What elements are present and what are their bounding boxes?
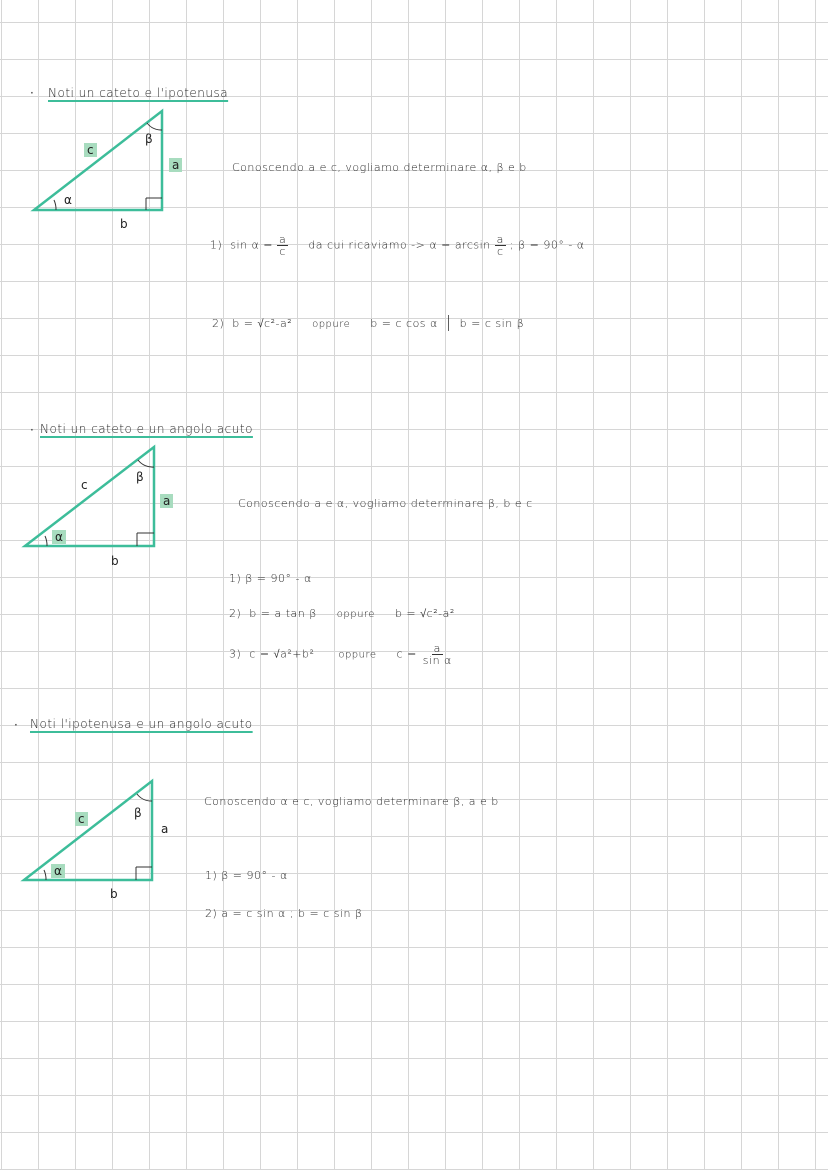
section-2-title: Noti un cateto e un angolo acuto	[40, 422, 253, 436]
formula: b = a tan β	[249, 607, 317, 620]
oppure-text: oppure	[336, 609, 375, 620]
oppure-text: oppure	[312, 319, 351, 330]
bullet: ·	[14, 718, 18, 732]
fraction-denominator: sin α	[422, 654, 452, 667]
separator: |	[445, 312, 452, 331]
formula: b = c sin β	[459, 317, 525, 330]
label-a: a	[169, 158, 182, 172]
step-number: 3)	[229, 647, 242, 661]
formula: sin α =	[230, 238, 274, 252]
label-b: b	[120, 217, 128, 231]
section-3-step-2: 2) a = c sin α ; b = c sin β	[205, 907, 363, 920]
label-alpha: α	[51, 864, 65, 878]
label-beta: β	[134, 806, 142, 820]
formula: c =	[396, 647, 417, 661]
formula: b = c cos α	[370, 317, 438, 330]
section-3-step-1: 1) β = 90° - α	[205, 869, 288, 882]
label-c: c	[81, 478, 88, 492]
section-3-title: Noti l'ipotenusa e un angolo acuto	[30, 717, 253, 731]
label-c: c	[84, 143, 97, 157]
bullet: ·	[30, 423, 34, 437]
label-c: c	[75, 812, 88, 826]
step-number: 2)	[229, 607, 242, 620]
formula: ; β = 90° - α	[509, 238, 585, 252]
formula: b = √c²-a²	[232, 317, 293, 330]
section-1-intro: Conoscendo a e c, vogliamo determinare α, β e b	[232, 161, 527, 174]
section-2-intro: Conoscendo a e α, vogliamo determinare β, b e c	[238, 497, 533, 510]
section-1-title: Noti un cateto e l'ipotenusa	[48, 86, 229, 100]
fraction-numerator: a	[496, 233, 504, 246]
fraction-denominator: c	[497, 245, 504, 258]
fraction-numerator: a	[433, 642, 441, 655]
label-a: a	[160, 494, 173, 508]
formula: b = √c²-a²	[394, 607, 455, 620]
step-number: 1)	[210, 238, 223, 252]
section-2-step-1: 1) β = 90° - α	[229, 572, 312, 585]
label-beta: β	[145, 132, 153, 146]
formula: da cui ricaviamo -> α = arcsin	[308, 238, 491, 252]
label-beta: β	[136, 470, 144, 484]
label-alpha: α	[64, 193, 72, 207]
label-b: b	[111, 554, 119, 568]
fraction-denominator: c	[279, 245, 286, 258]
section-3-intro: Conoscendo α e c, vogliamo determinare β, a e b	[204, 795, 499, 808]
formula: c = √a²+b²	[249, 647, 315, 661]
step-number: 2)	[212, 317, 225, 330]
bullet: ·	[30, 86, 34, 100]
label-a: a	[161, 822, 169, 836]
oppure-text: oppure	[338, 649, 377, 661]
label-alpha: α	[52, 530, 66, 544]
fraction-numerator: a	[279, 233, 287, 246]
label-b: b	[110, 887, 118, 901]
